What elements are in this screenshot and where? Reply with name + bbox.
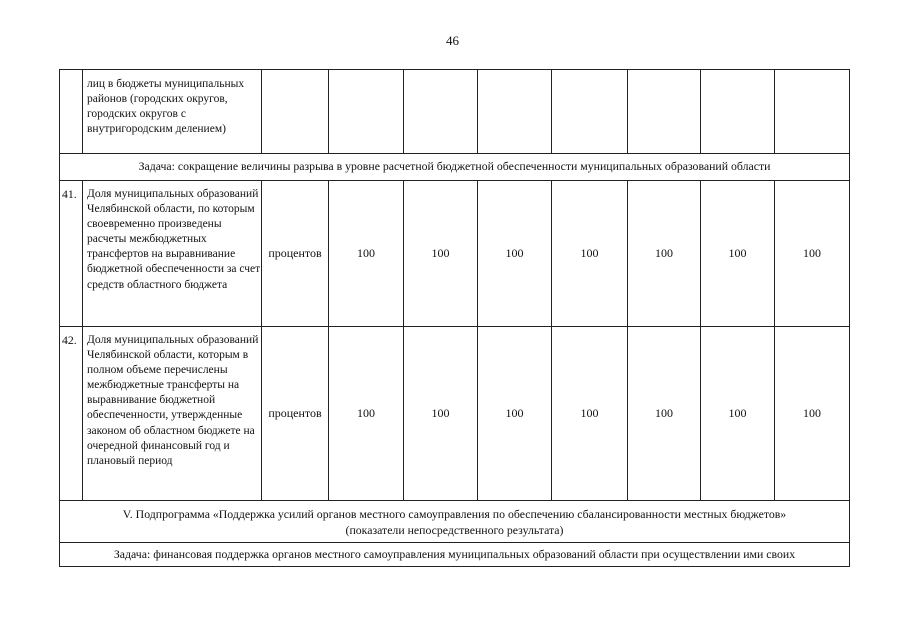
row-unit: процентов [268, 405, 322, 420]
task-heading [60, 543, 849, 566]
col-divider [261, 69, 262, 153]
col-divider [774, 69, 775, 153]
col-divider [700, 69, 701, 153]
row-value: 100 [431, 405, 450, 420]
row-value: 100 [431, 245, 450, 260]
page-number: 46 [446, 33, 459, 48]
task-heading-text: Задача: сокращение величины разрыва в уровне расчетной бюджетной обеспеченности муниципальных образований области [138, 159, 771, 174]
row-value: 100 [728, 405, 747, 420]
row-value: 100 [655, 245, 673, 260]
task-heading-text: Задача: финансовая поддержка органов местного самоуправления муниципальных образований области при осуществлении ими своих [113, 546, 796, 561]
row-value: 100 [505, 405, 524, 420]
col-divider [477, 69, 478, 153]
row-number: 41. [62, 187, 77, 201]
row-value: 100 [580, 405, 599, 420]
row-indicator-text: Доля муниципальных образований Челябинской области, по которым своевременно произведены расчеты межбюджетных трансфертов на выравнивание бюджетной обеспеченности за счет средств областного бюджета [87, 188, 261, 291]
subprogram-title: V. Подпрограмма «Поддержка усилий органов местного самоуправления по обеспечению сбалансированности местных бюджетов» [122, 506, 787, 521]
row-value: 100 [728, 245, 747, 260]
row-value: 100 [357, 245, 375, 260]
row-value: 100 [655, 405, 673, 420]
row-indicator-text: Доля муниципальных образований Челябинской области, которым в полном объеме перечислены межбюджетные трансферты на выравнивание бюджетной обеспеченности, утвержденные законом об областном бюджете на очередной финансовый год и плановый период [87, 334, 259, 467]
col-divider [403, 69, 404, 153]
continued-row-text: лиц в бюджеты муниципальных районов (городских округов, городских округов с внутригородским делением) [87, 78, 245, 136]
col-divider [328, 69, 329, 153]
col-divider [627, 69, 628, 153]
col-divider [551, 69, 552, 153]
subprogram-subtitle: (показатели непосредственного результата) [345, 522, 564, 537]
row-value: 100 [580, 245, 599, 260]
row-number: 42. [62, 333, 77, 347]
row-unit: процентов [268, 245, 322, 260]
subprogram-heading [60, 501, 849, 542]
row-value: 100 [505, 245, 524, 260]
task-heading [60, 154, 849, 180]
row-value: 100 [803, 405, 821, 420]
row-value: 100 [803, 245, 821, 260]
row-value: 100 [357, 405, 375, 420]
